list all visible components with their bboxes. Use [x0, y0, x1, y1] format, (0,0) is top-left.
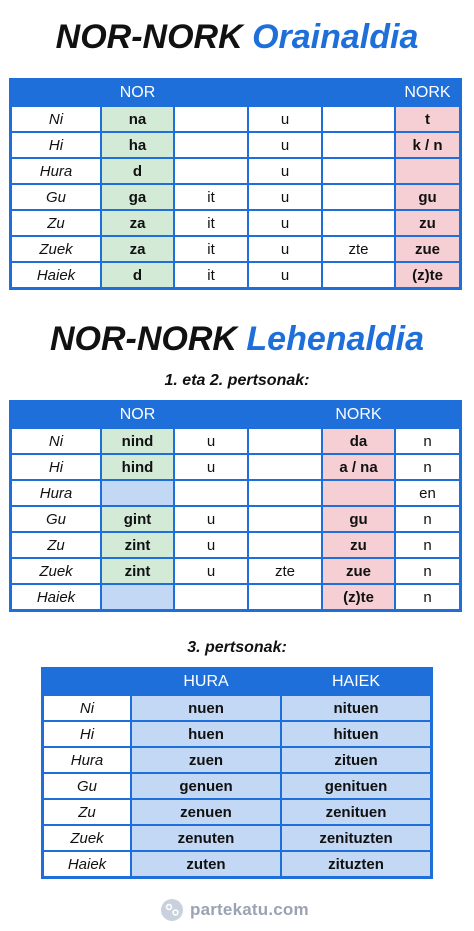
pronoun-cell: Hura: [43, 747, 131, 773]
pronoun-cell: Zuek: [11, 236, 101, 262]
nork-cell: zue: [395, 236, 460, 262]
root-cell: u: [248, 132, 322, 158]
plural-cell: [174, 158, 248, 184]
header-hura: HURA: [131, 669, 281, 695]
pronoun-cell: Zu: [11, 532, 101, 558]
root-cell: u: [248, 158, 322, 184]
suffix-cell: [322, 184, 395, 210]
table-row: [11, 454, 460, 480]
haiek-cell: genituen: [281, 773, 431, 799]
haiek-cell: nituen: [281, 695, 431, 721]
pronoun-cell: Hura: [11, 480, 101, 506]
partekatu-logo[interactable]: [160, 898, 309, 922]
suffix-cell: [322, 262, 395, 288]
ending-cell: n: [395, 532, 460, 558]
table-row: [11, 236, 460, 262]
pronoun-cell: Gu: [11, 184, 101, 210]
hura-cell: zuten: [131, 851, 281, 877]
suffix-cell: [322, 210, 395, 236]
plural-cell: [174, 106, 248, 132]
root-cell: u: [248, 106, 322, 132]
table-row: [11, 210, 460, 236]
pronoun-cell: Ni: [43, 695, 131, 721]
nor-cell: d: [101, 262, 174, 288]
suffix-cell: [248, 454, 322, 480]
header-nork: NORK: [395, 80, 460, 106]
haiek-cell: hituen: [281, 721, 431, 747]
table-row: [11, 184, 460, 210]
pronoun-cell: Zuek: [43, 825, 131, 851]
root-cell: [174, 584, 248, 610]
nor-cell: nind: [101, 428, 174, 454]
pronoun-cell: Hi: [11, 454, 101, 480]
nork-cell: (z)te: [322, 584, 395, 610]
nor-cell: [101, 480, 174, 506]
title-lehenaldia-accent: Lehenaldia: [246, 320, 425, 358]
root-cell: u: [174, 532, 248, 558]
ending-cell: n: [395, 506, 460, 532]
plural-cell: [174, 132, 248, 158]
table-row: [43, 851, 431, 877]
ending-cell: en: [395, 480, 460, 506]
pronoun-cell: Haiek: [11, 584, 101, 610]
table-lehenaldia-1-2: [9, 400, 462, 612]
suffix-cell: zte: [322, 236, 395, 262]
header-nor: NOR: [101, 80, 174, 106]
pronoun-cell: Ni: [11, 428, 101, 454]
nork-cell: da: [322, 428, 395, 454]
pronoun-cell: Zu: [43, 799, 131, 825]
table-row: [43, 799, 431, 825]
suffix-cell: [248, 428, 322, 454]
root-cell: u: [248, 262, 322, 288]
hura-cell: huen: [131, 721, 281, 747]
nork-cell: k / n: [395, 132, 460, 158]
nor-cell: gint: [101, 506, 174, 532]
table-lehenaldia-3: [41, 667, 433, 879]
root-cell: u: [248, 184, 322, 210]
root-cell: [174, 480, 248, 506]
logo-text: partekatu.com: [190, 900, 309, 919]
nor-cell: d: [101, 158, 174, 184]
suffix-cell: [248, 584, 322, 610]
table-header-row: [43, 669, 431, 695]
table-row: [11, 480, 460, 506]
haiek-cell: zenituen: [281, 799, 431, 825]
nor-cell: zint: [101, 532, 174, 558]
subtitle-1-2-pertsonak: 1. eta 2. pertsonak:: [164, 372, 310, 389]
suffix-cell: zte: [248, 558, 322, 584]
root-cell: u: [174, 506, 248, 532]
nor-cell: ga: [101, 184, 174, 210]
table-row: [11, 262, 460, 288]
table-row: [11, 428, 460, 454]
nor-cell: [101, 584, 174, 610]
plural-cell: it: [174, 262, 248, 288]
pronoun-cell: Zu: [11, 210, 101, 236]
table-row: [11, 106, 460, 132]
pronoun-cell: Haiek: [43, 851, 131, 877]
suffix-cell: [322, 132, 395, 158]
root-cell: u: [174, 558, 248, 584]
table-row: [11, 158, 460, 184]
suffix-cell: [248, 480, 322, 506]
haiek-cell: zituen: [281, 747, 431, 773]
pronoun-cell: Gu: [11, 506, 101, 532]
partekatu-logo-icon: [160, 898, 184, 922]
plural-cell: it: [174, 184, 248, 210]
pronoun-cell: Zuek: [11, 558, 101, 584]
table-row: [11, 558, 460, 584]
pronoun-cell: Hi: [11, 132, 101, 158]
hura-cell: zenuten: [131, 825, 281, 851]
title-lehenaldia: [0, 320, 474, 359]
table-row: [11, 584, 460, 610]
hura-cell: zenuen: [131, 799, 281, 825]
suffix-cell: [248, 506, 322, 532]
suffix-cell: [322, 106, 395, 132]
nor-cell: na: [101, 106, 174, 132]
suffix-cell: [248, 532, 322, 558]
table-row: [43, 825, 431, 851]
plural-cell: it: [174, 210, 248, 236]
pronoun-cell: Ni: [11, 106, 101, 132]
nork-cell: a / na: [322, 454, 395, 480]
table-row: [11, 506, 460, 532]
nork-cell: gu: [322, 506, 395, 532]
table-row: [11, 132, 460, 158]
subtitle-3-pertsonak: 3. pertsonak:: [187, 639, 287, 656]
ending-cell: n: [395, 454, 460, 480]
table-row: [43, 695, 431, 721]
table-orainaldia: [9, 78, 462, 290]
title-orainaldia-main: NOR-NORK: [55, 18, 243, 56]
nork-cell: t: [395, 106, 460, 132]
root-cell: u: [248, 236, 322, 262]
header-nork: NORK: [322, 402, 395, 428]
table-row: [43, 773, 431, 799]
title-orainaldia: [0, 18, 474, 57]
root-cell: u: [174, 454, 248, 480]
pronoun-cell: Haiek: [11, 262, 101, 288]
nork-cell: zu: [322, 532, 395, 558]
nork-cell: gu: [395, 184, 460, 210]
nor-cell: ha: [101, 132, 174, 158]
pronoun-cell: Hi: [43, 721, 131, 747]
nor-cell: hind: [101, 454, 174, 480]
header-nor: NOR: [101, 402, 174, 428]
table-row: [43, 721, 431, 747]
root-cell: u: [174, 428, 248, 454]
hura-cell: genuen: [131, 773, 281, 799]
ending-cell: n: [395, 428, 460, 454]
hura-cell: zuen: [131, 747, 281, 773]
ending-cell: n: [395, 558, 460, 584]
haiek-cell: zituzten: [281, 851, 431, 877]
pronoun-cell: Hura: [11, 158, 101, 184]
root-cell: u: [248, 210, 322, 236]
table-header-row: [11, 402, 460, 428]
suffix-cell: [322, 158, 395, 184]
hura-cell: nuen: [131, 695, 281, 721]
nor-cell: zint: [101, 558, 174, 584]
title-orainaldia-accent: Orainaldia: [252, 18, 419, 56]
nork-cell: zue: [322, 558, 395, 584]
nork-cell: (z)te: [395, 262, 460, 288]
table-header-row: [11, 80, 460, 106]
nork-cell: [322, 480, 395, 506]
header-haiek: HAIEK: [281, 669, 431, 695]
nork-cell: zu: [395, 210, 460, 236]
haiek-cell: zenituzten: [281, 825, 431, 851]
nork-cell: [395, 158, 460, 184]
nor-cell: za: [101, 210, 174, 236]
table-row: [11, 532, 460, 558]
table-row: [43, 747, 431, 773]
title-lehenaldia-main: NOR-NORK: [49, 320, 237, 358]
nor-cell: za: [101, 236, 174, 262]
ending-cell: n: [395, 584, 460, 610]
pronoun-cell: Gu: [43, 773, 131, 799]
plural-cell: it: [174, 236, 248, 262]
